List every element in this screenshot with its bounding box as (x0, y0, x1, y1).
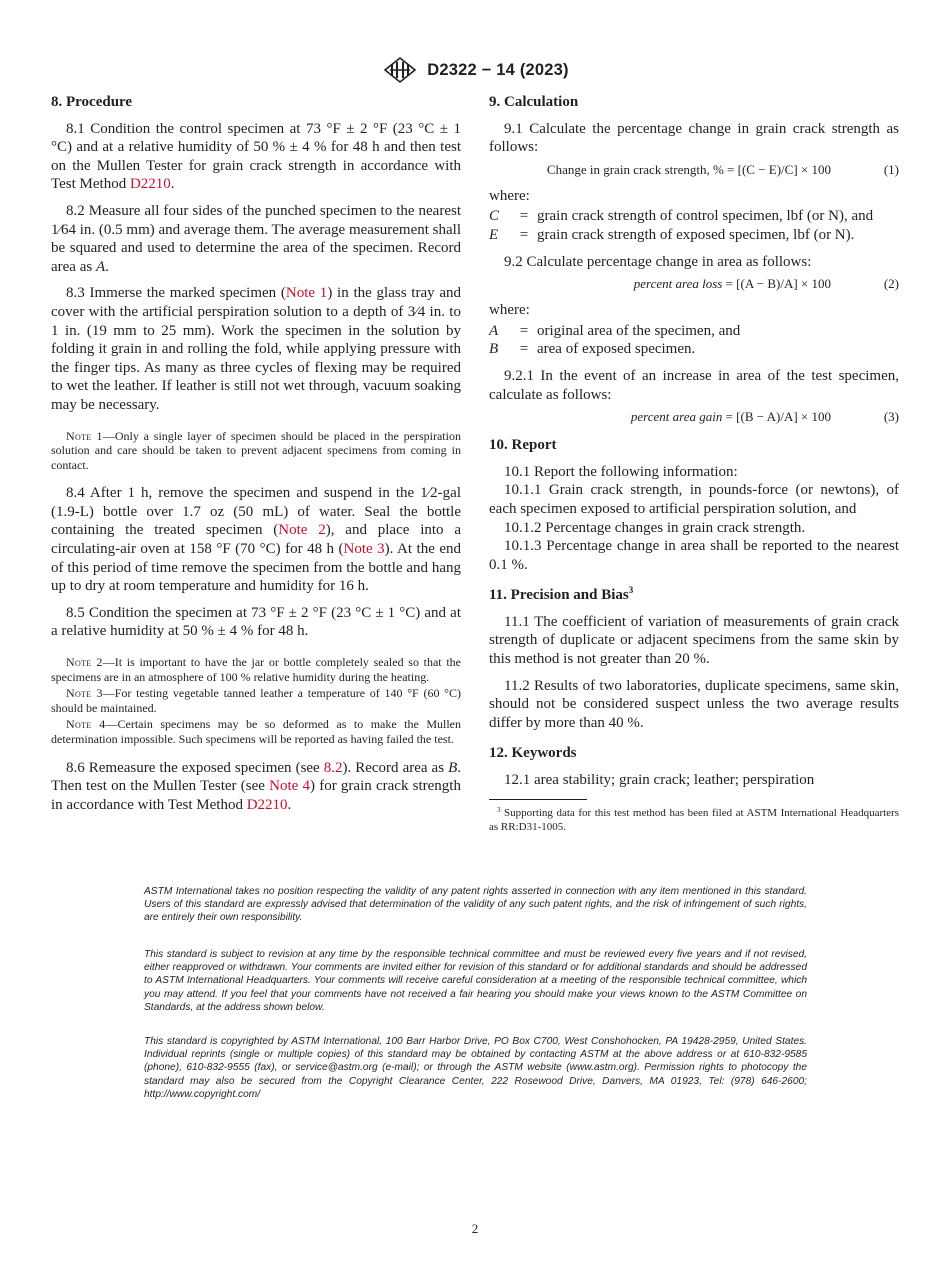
link-d2210-2[interactable]: D2210 (246, 796, 288, 813)
equation-number: (1) (883, 161, 899, 177)
paragraph-8-3: 8.3 Immerse the marked specimen (Note 1) in the glass tray and cover with the artificial perspiration solution to a depth of 3⁄4 in. to 1 in. (19 mm to 25 mm). Work the specimen in the solution by folding it grain in and rolling the fold, while applying pressure with the finger tips. As many as three cycles of flexing may be required to wet the leather. If leather is still not wet through, vacuum soaking may be necessary. (51, 285, 461, 413)
left-column (51, 93, 461, 814)
note-2: Note 2—It is important to have the jar or bottle completely sealed so that the specimens are in an atmosphere of 100 % relative humidity during the heating. (51, 655, 461, 684)
section-12-heading: 12. Keywords (489, 745, 577, 762)
section-8-heading: 8. Procedure (51, 94, 133, 110)
paragraph-10-1-3: 10.1.3 Percentage change in area shall be reported to the nearest 0.1 %. (489, 538, 899, 573)
footnote-divider (489, 799, 587, 800)
copyright-notice: This standard is copyrighted by ASTM International, 100 Barr Harbor Drive, PO Box C700, West Conshohocken, PA 19428-2959, United States. Individual reprints (single or multiple copies) of this standard may be obtained by contacting ASTM at the above address or at 610-832-9585 (phone), 610-832-9555 (fax), or service@astm.org (e-mail); or through the ASTM website (www.astm.org). Permission rights to photocopy the standard may also be secured from the Copyright Clearance Center, 222 Rosewood Drive, Danvers, MA 01923, Tel: (978) 646-2600; http://www.copyright.com/ (144, 1036, 807, 1100)
equation-number: (3) (883, 409, 899, 425)
paragraph-12-1: 12.1 area stability; grain crack; leather; perspiration (504, 772, 815, 789)
link-note-2[interactable]: Note 2 (278, 522, 326, 539)
link-d2210[interactable]: D2210 (129, 176, 171, 193)
definition-e: E = grain crack strength of exposed specimen, lbf (or N). (489, 226, 855, 243)
standard-designation: D2322 − 14 (2023) (427, 60, 569, 79)
where-label: where: (489, 302, 530, 319)
page-number: 2 (471, 1221, 479, 1236)
paragraph-10-1: 10.1 Report the following information: (504, 463, 738, 480)
equation-1: Change in grain crack strength, % = [(C − E)/C] × 100 (1) (546, 161, 899, 177)
link-note-3[interactable]: Note 3 (343, 541, 385, 558)
note-3: Note 3—For testing vegetable tanned leather a temperature of 140 °F (60 °C) should be maintained. (51, 686, 461, 715)
paragraph-8-2: 8.2 Measure all four sides of the punched specimen to the nearest 1⁄64 in. (0.5 mm) and average them. The average measurement shall be squared and used to determine the area of the specimen. Record area as A. (51, 202, 462, 275)
footnote-marker: 3 (628, 585, 634, 596)
section-9-heading: 9. Calculation (489, 94, 579, 110)
equation-3: percent area gain = [(B − A)/A] × 100 (3) (630, 409, 899, 425)
right-column (489, 93, 899, 834)
patent-disclaimer: ASTM International takes no position respecting the validity of any patent rights asserted in connection with any item mentioned in this standard. Users of this standard are expressly advised that determination of the validity of any such patent rights, and the risk of infringement of such rights, are entirely their own responsibility. (144, 886, 807, 924)
section-11-heading: 11. Precision and Bias$^3$ (489, 585, 634, 604)
revision-disclaimer: This standard is subject to revision at any time by the responsible technical committee and must be reviewed every five years and if not revised, either reapproved or withdrawn. Your comments are invited either for revision of this standard or for additional standards and should be addressed to ASTM International Headquarters. Your comments will receive careful consideration at a meeting of the responsible technical committee, which you may attend. If you feel that your comments have not received a fair hearing you should make your views known to the ASTM Committee on Standards, at the address shown below. (144, 949, 807, 1013)
paragraph-10-1-2: 10.1.2 Percentage changes in grain crack strength. (504, 519, 806, 536)
paragraph-9-2-1: 9.2.1 In the event of an increase in area of the test specimen, calculate as follows: (489, 367, 899, 403)
definition-a: A = original area of the specimen, and (489, 322, 741, 339)
paragraph-8-4: 8.4 After 1 h, remove the specimen and suspend in the 1⁄2-gal (1.9-L) bottle over 1.7 oz (50 mL) of water. Seal the bottle containing the treated specimen (Note 2), and place into a circulating-air oven at 158 °F (70 °C) for 48 h (Note 3). At the end of this period of time remove the specimen from the bottle and hang up to dry at room temperature and humidity for 16 h. (51, 485, 461, 595)
section-10-heading: 10. Report (489, 437, 557, 454)
link-note-4[interactable]: Note 4 (269, 778, 311, 795)
equation-2: percent area loss = [(A − B)/A] × 100 (2) (633, 276, 899, 292)
definition-b: B = area of exposed specimen. (489, 341, 696, 358)
where-label: where: (489, 187, 530, 204)
paragraph-11-2: 11.2 Results of two laboratories, duplicate specimens, same skin, should not be considered suspect unless the two average results differ by more than 40 %. (489, 677, 899, 731)
paragraph-9-1: 9.1 Calculate the percentage change in grain crack strength as follows: (489, 120, 899, 156)
paragraph-9-2: 9.2 Calculate percentage change in area as follows: (504, 253, 812, 270)
paragraph-8-1: 8.1 Condition the control specimen at 73 °F ± 2 °F (23 °C ± 1 °C) and at a relative humidity of 50 % ± 4 % for 48 h and then test on the Mullen Tester for grain crack strength in accordance with Test Method D2210. (51, 120, 461, 193)
definition-c: C = grain crack strength of control specimen, lbf (or N), and (489, 208, 874, 225)
page-header (0, 55, 950, 85)
astm-logo-icon (381, 56, 419, 84)
footnote-3: $^3$ Supporting data for this test method has been filed at ASTM International Headquarters as RR:D31-1005. (489, 805, 899, 833)
paragraph-10-1-1: 10.1.1 Grain crack strength, in pounds-force (or newtons), of each specimen exposed to artificial perspiration solution, and (489, 482, 899, 517)
paragraph-8-6: 8.6 Remeasure the exposed specimen (see 8.2). Record area as B. Then test on the Mullen Tester (see Note 4) for grain crack strength in accordance with Test Method D2210. (51, 759, 461, 813)
note-4: Note 4—Certain specimens may be so deformed as to make the Mullen determination impossible. Such specimens will be reported as having failed the test. (51, 717, 461, 746)
equation-number: (2) (883, 276, 899, 292)
definitions-list (489, 322, 899, 359)
link-8-2[interactable]: 8.2 (323, 759, 343, 776)
paragraph-11-1: 11.1 The coefficient of variation of measurements of grain crack strength of duplicate or adjacent specimens from the same skin by this method is not greater than 20 %. (489, 613, 899, 668)
definitions-list (489, 207, 899, 244)
note-1: Note 1—Only a single layer of specimen should be placed in the perspiration solution and care should be taken to prevent adjacent specimens from coming in contact. (51, 428, 461, 472)
paragraph-8-5: 8.5 Condition the specimen at 73 °F ± 2 °F (23 °C ± 1 °C) and at a relative humidity at 50 % ± 4 % for 48 h. (51, 604, 461, 640)
link-note-1[interactable]: Note 1 (285, 285, 328, 302)
